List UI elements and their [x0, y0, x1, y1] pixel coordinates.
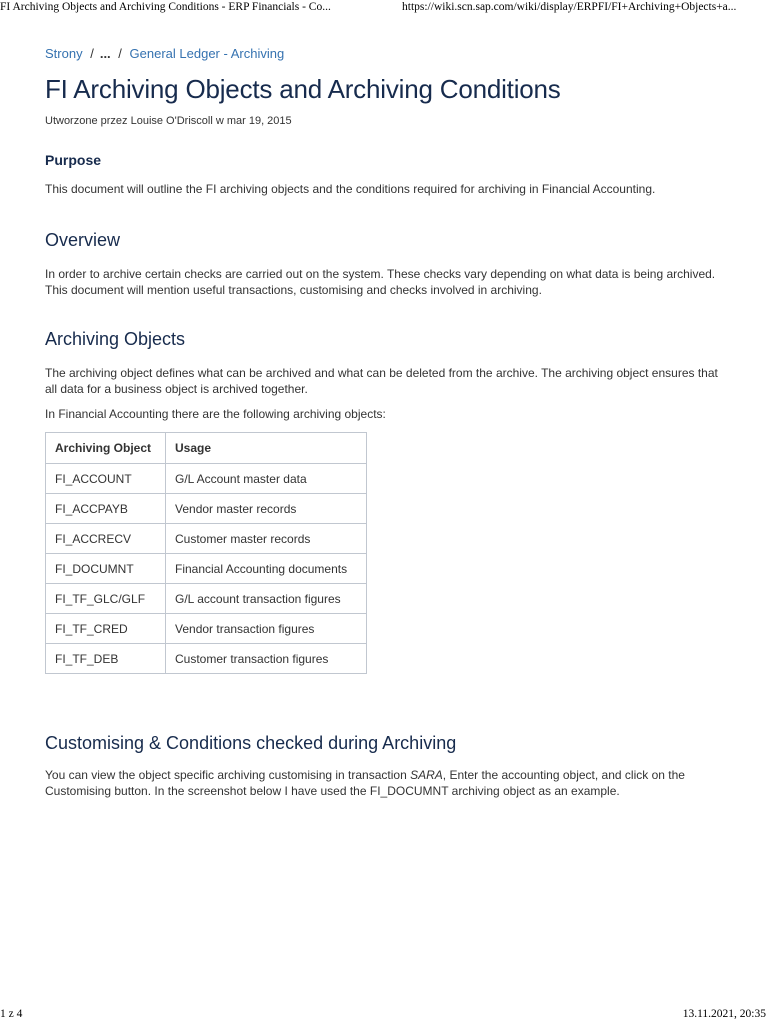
purpose-heading: Purpose — [45, 152, 102, 168]
page-title: FI Archiving Objects and Archiving Conditions — [45, 74, 561, 104]
table-row — [46, 524, 367, 554]
print-footer-datetime: 13.11.2021, 20:35 — [682, 1008, 766, 1020]
breadcrumb-separator: / — [118, 46, 122, 61]
overview-heading: Overview — [45, 230, 121, 250]
archiving-objects-table — [45, 432, 367, 674]
table-row — [46, 644, 367, 674]
cell-archiving-object: FI_TF_CRED — [46, 614, 166, 644]
purpose-text: This document will outline the FI archiving objects and the conditions required for archiving in Financial Accounting. — [45, 182, 656, 196]
column-header-archiving-object: Archiving Object — [46, 433, 166, 464]
breadcrumb-separator: / — [90, 46, 94, 61]
cell-usage: Customer transaction figures — [166, 644, 367, 674]
page-metadata: Utworzone przez Louise O'Driscoll w mar 19, 2015 — [45, 115, 292, 127]
cell-usage: Vendor transaction figures — [166, 614, 367, 644]
customising-text-part: You can view the object specific archiving customising in transaction — [45, 768, 411, 782]
column-header-usage: Usage — [166, 433, 367, 464]
table-header-row — [46, 433, 367, 464]
customising-text — [45, 767, 725, 799]
table-row — [46, 494, 367, 524]
table-row — [46, 554, 367, 584]
archiving-objects-text: The archiving object defines what can be archived and what can be deleted from the archive. The archiving object ensures that all data for a business object is archived together. — [45, 366, 718, 396]
print-footer-page-number: 1 z 4 — [0, 1008, 23, 1020]
breadcrumb-ellipsis-link[interactable]: ... — [99, 46, 111, 61]
cell-usage: Financial Accounting documents — [166, 554, 367, 584]
cell-archiving-object: FI_DOCUMNT — [46, 554, 166, 584]
print-header-title: FI Archiving Objects and Archiving Conditions - ERP Financials - Co... — [0, 1, 331, 13]
print-footer — [0, 1008, 768, 1024]
cell-archiving-object: FI_ACCRECV — [46, 524, 166, 554]
transaction-code-sara: SARA — [410, 768, 443, 782]
overview-text: In order to archive certain checks are carried out on the system. These checks vary depending on what data is being archived. This document will mention useful transactions, customising and checks involved in archiving. — [45, 267, 716, 297]
cell-usage: G/L Account master data — [166, 464, 367, 494]
customising-text-part: , Enter the accounting object, and click on the Customising button. In the screenshot below I have used the FI_DOCUMNT archiving object as an example. — [45, 768, 685, 798]
cell-archiving-object: FI_TF_DEB — [46, 644, 166, 674]
customising-heading: Customising & Conditions checked during Archiving — [45, 733, 457, 753]
table-row — [46, 464, 367, 494]
cell-usage: G/L account transaction figures — [166, 584, 367, 614]
page-content — [45, 44, 725, 799]
cell-archiving-object: FI_ACCOUNT — [46, 464, 166, 494]
cell-archiving-object: FI_TF_GLC/GLF — [46, 584, 166, 614]
breadcrumb-link-general-ledger-archiving[interactable]: General Ledger - Archiving — [129, 46, 285, 61]
breadcrumb-link-strony[interactable]: Strony — [45, 46, 83, 61]
archiving-objects-heading: Archiving Objects — [45, 329, 186, 349]
archiving-objects-intro: In Financial Accounting there are the following archiving objects: — [45, 407, 386, 421]
cell-archiving-object: FI_ACCPAYB — [46, 494, 166, 524]
cell-usage: Customer master records — [166, 524, 367, 554]
table-row — [46, 614, 367, 644]
print-header — [0, 0, 768, 16]
print-header-url: https://wiki.scn.sap.com/wiki/display/ERPFI/FI+Archiving+Objects+a... — [402, 1, 737, 13]
table-row — [46, 584, 367, 614]
cell-usage: Vendor master records — [166, 494, 367, 524]
breadcrumb — [45, 44, 725, 64]
